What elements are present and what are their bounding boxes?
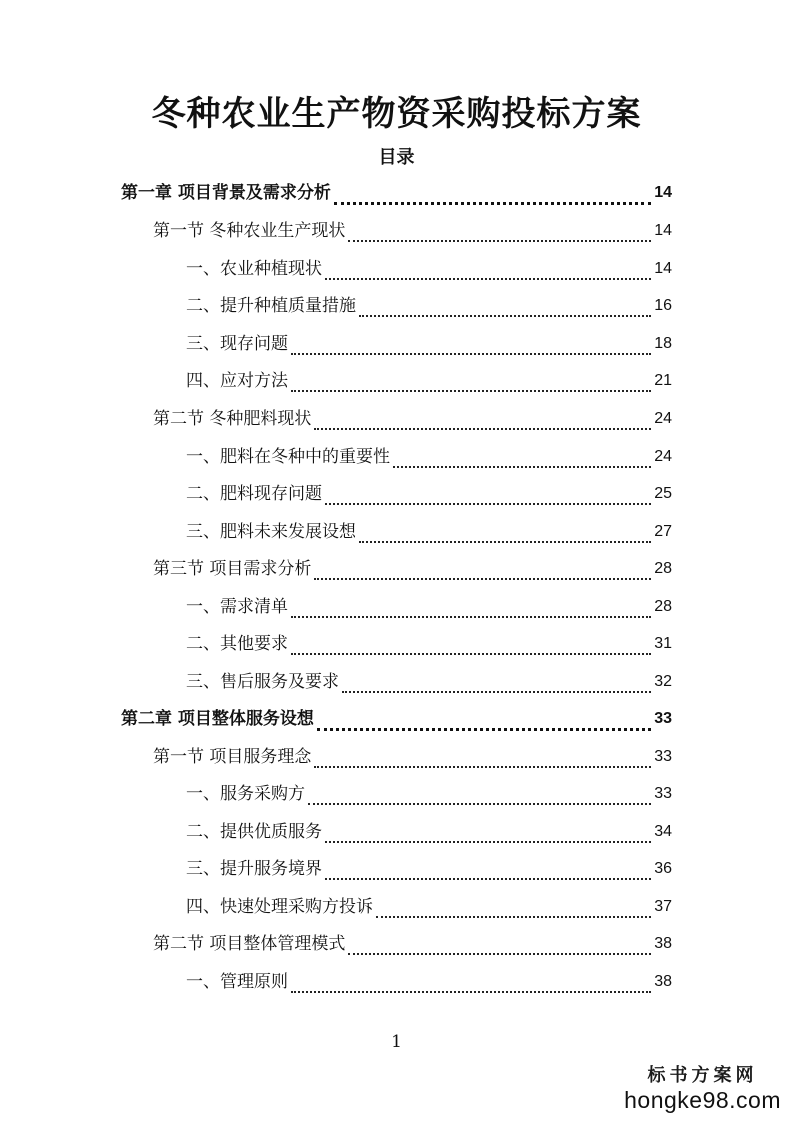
- toc-entry[interactable]: [186, 475, 672, 513]
- toc-entry[interactable]: [153, 550, 672, 588]
- toc-entry[interactable]: [186, 963, 672, 1001]
- toc-entry-label: 三、肥料未来发展设想: [186, 522, 356, 542]
- toc-entry-page: 25: [654, 485, 672, 502]
- dot-leader: [359, 525, 651, 543]
- toc-entry-page: 33: [654, 748, 672, 765]
- watermark: [624, 1061, 781, 1114]
- toc-entry-page: 27: [654, 523, 672, 540]
- toc-entry[interactable]: [186, 850, 672, 888]
- toc-entry-label: 一、肥料在冬种中的重要性: [186, 447, 390, 467]
- toc-entry[interactable]: [153, 925, 672, 963]
- dot-leader: [334, 186, 651, 205]
- toc-entry-label: 四、快速处理采购方投诉: [186, 897, 373, 917]
- dot-leader: [314, 750, 651, 768]
- dot-leader: [291, 374, 651, 392]
- toc-entry-page: 37: [654, 898, 672, 915]
- toc-entry-page: 32: [654, 673, 672, 690]
- page-number: 1: [391, 1032, 402, 1052]
- toc-entry-label: 一、需求清单: [186, 597, 288, 617]
- toc-entry[interactable]: [186, 325, 672, 363]
- toc-entry-label: 一、农业种植现状: [186, 259, 322, 279]
- watermark-url: hongke98.com: [624, 1087, 781, 1113]
- toc-entry[interactable]: [186, 888, 672, 926]
- dot-leader: [325, 825, 651, 843]
- watermark-site-name: 标书方案网: [647, 1065, 758, 1086]
- dot-leader: [317, 712, 651, 731]
- toc-entry-page: 16: [654, 297, 672, 314]
- toc-entry-label: 一、服务采购方: [186, 784, 305, 804]
- dot-leader: [359, 299, 651, 317]
- document-title: 冬种农业生产物资采购投标方案: [151, 94, 642, 134]
- toc-entry[interactable]: [186, 775, 672, 813]
- toc-entry-page: 31: [654, 635, 672, 652]
- toc-entry[interactable]: [186, 588, 672, 626]
- toc-entry-page: 34: [654, 823, 672, 840]
- toc-entry-label: 第二节 冬种肥料现状: [153, 409, 312, 429]
- dot-leader: [325, 262, 651, 280]
- toc-entry[interactable]: [186, 625, 672, 663]
- toc-entry-label: 第三节 项目需求分析: [153, 559, 312, 579]
- toc-entry-page: 36: [654, 860, 672, 877]
- toc-entry-label: 三、现存问题: [186, 334, 288, 354]
- toc-entry[interactable]: [186, 287, 672, 325]
- toc-entry-page: 24: [654, 448, 672, 465]
- toc-entry-page: 14: [654, 260, 672, 277]
- dot-leader: [291, 637, 651, 655]
- toc-heading: 目录: [378, 147, 415, 168]
- dot-leader: [291, 337, 651, 355]
- toc-entry[interactable]: [186, 813, 672, 851]
- toc-entry-label: 第二节 项目整体管理模式: [153, 934, 346, 954]
- toc-entry-page: 14: [654, 184, 672, 201]
- toc-entry[interactable]: [186, 663, 672, 701]
- dot-leader: [325, 487, 651, 505]
- toc-entry-page: 38: [654, 935, 672, 952]
- toc-entry-page: 38: [654, 973, 672, 990]
- dot-leader: [393, 450, 651, 468]
- dot-leader: [348, 224, 651, 242]
- toc-entry[interactable]: [153, 738, 672, 776]
- dot-leader: [325, 862, 651, 880]
- toc-entry[interactable]: [186, 362, 672, 400]
- dot-leader: [291, 600, 651, 618]
- dot-leader: [342, 675, 651, 693]
- dot-leader: [314, 412, 651, 430]
- toc-entry-label: 二、提供优质服务: [186, 822, 322, 842]
- dot-leader: [308, 787, 651, 805]
- toc-entry[interactable]: [186, 438, 672, 476]
- toc-entry-label: 三、提升服务境界: [186, 859, 322, 879]
- toc-entry-page: 28: [654, 560, 672, 577]
- dot-leader: [314, 562, 651, 580]
- toc-entry-page: 28: [654, 598, 672, 615]
- dot-leader: [376, 900, 651, 918]
- toc-entry[interactable]: [153, 212, 672, 250]
- toc-entry[interactable]: [186, 513, 672, 551]
- toc-entry-label: 二、提升种植质量措施: [186, 296, 356, 316]
- toc-entry-page: 24: [654, 410, 672, 427]
- toc-entry-page: 14: [654, 222, 672, 239]
- toc-entry-label: 第一章 项目背景及需求分析: [121, 183, 331, 203]
- toc-entry-label: 第一节 项目服务理念: [153, 747, 312, 767]
- toc-entry[interactable]: [153, 400, 672, 438]
- toc-entry-label: 四、应对方法: [186, 371, 288, 391]
- toc-entry[interactable]: [121, 174, 672, 212]
- toc-entry-page: 21: [654, 372, 672, 389]
- toc-entry[interactable]: [186, 250, 672, 288]
- toc-entry-label: 第二章 项目整体服务设想: [121, 709, 314, 729]
- toc-entry-label: 三、售后服务及要求: [186, 672, 339, 692]
- toc-entry-page: 18: [654, 335, 672, 352]
- toc-entry[interactable]: [121, 700, 672, 738]
- toc-entry-page: 33: [654, 785, 672, 802]
- toc-entry-page: 33: [654, 710, 672, 727]
- toc-entry-label: 一、管理原则: [186, 972, 288, 992]
- dot-leader: [291, 975, 651, 993]
- dot-leader: [348, 937, 651, 955]
- toc-entry-label: 第一节 冬种农业生产现状: [153, 221, 346, 241]
- toc-entry-label: 二、肥料现存问题: [186, 484, 322, 504]
- toc-entry-label: 二、其他要求: [186, 634, 288, 654]
